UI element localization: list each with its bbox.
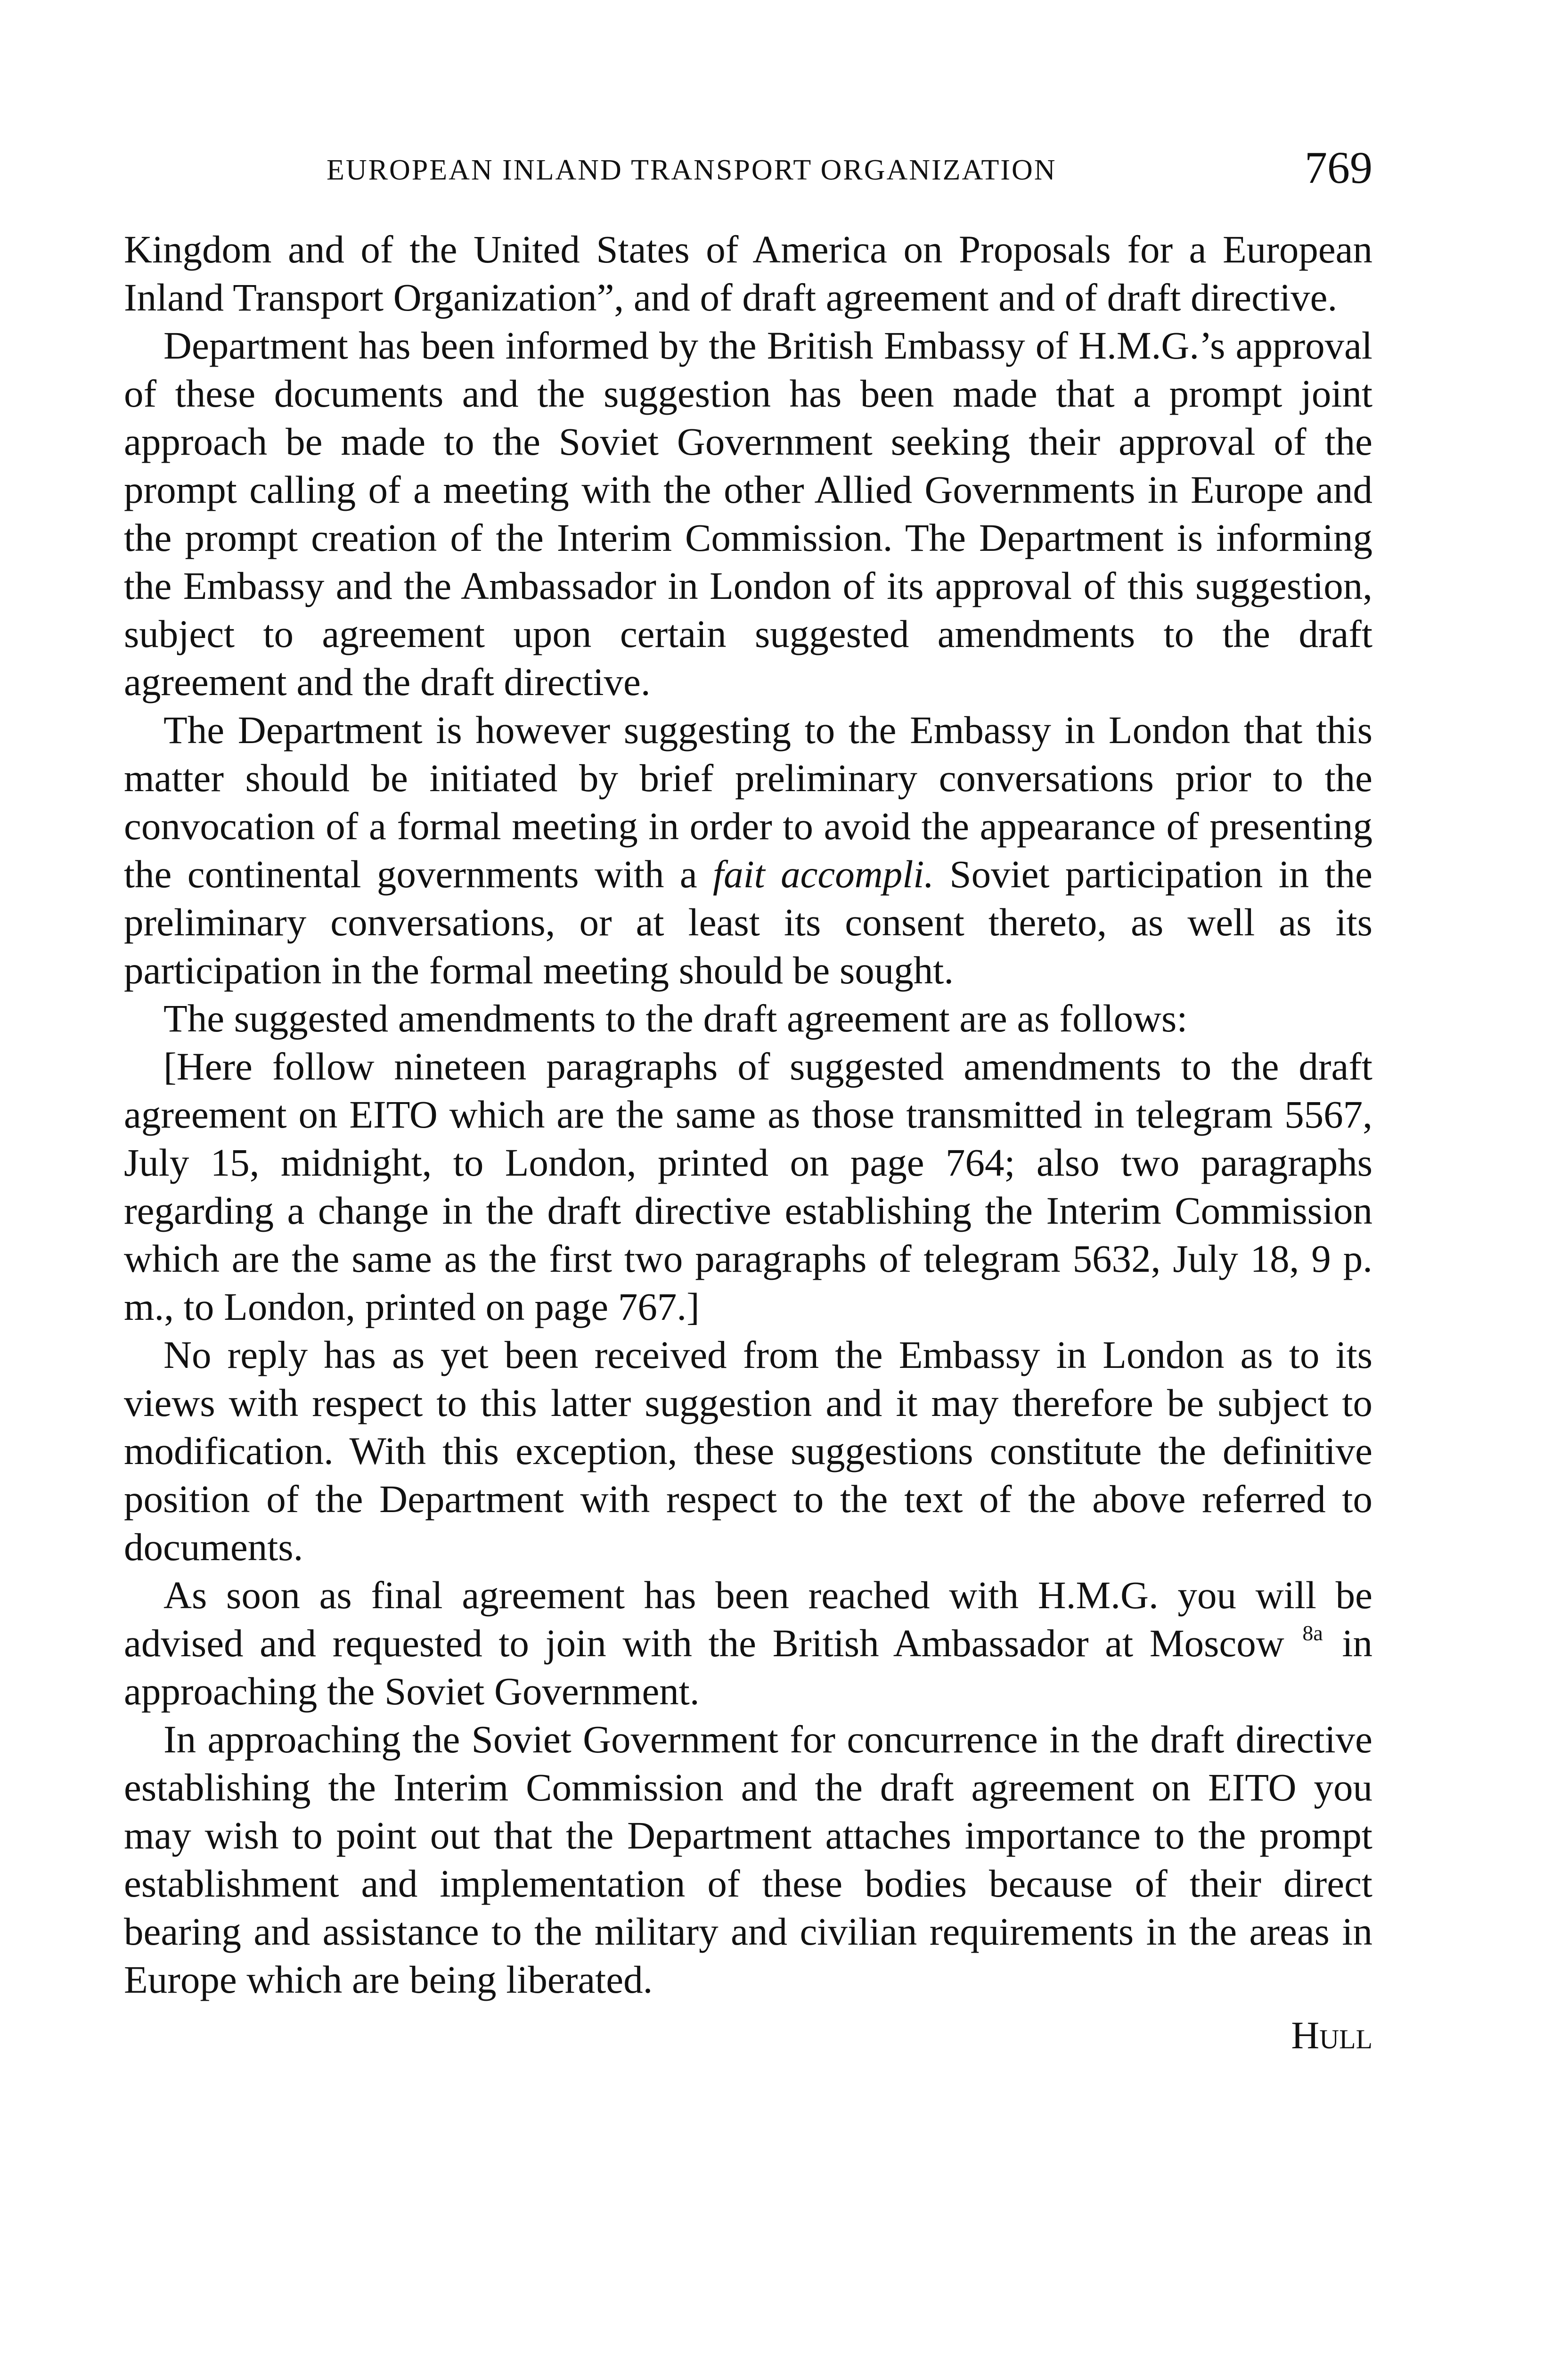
- paragraph: Department has been informed by the British Embassy of H.M.G.’s approval of these documents and the suggestion has been made that a prompt joint approach be made to the Soviet Government seeking their approval of the prompt calling of a meeting with the other Allied Governments in Europe and the prompt creation of the Interim Commission. The Department is informing the Embassy and the Ambassador in London of its approval of this suggestion, subject to agreement upon certain suggested amendments to the draft agreement and the draft directive.: [124, 324, 1372, 704]
- signature: Hull: [1291, 2013, 1372, 2057]
- footnote-reference: 8a: [1302, 1621, 1323, 1645]
- paragraph: [124, 1571, 1372, 1715]
- paragraph-continued: Kingdom and of the United States of America on Proposals for a European Inland Transport Organization”, and of draft agreement and of draft directive.: [124, 228, 1372, 319]
- paragraph: No reply has as yet been received from the Embassy in London as to its views with respect to this latter suggestion and it may therefore be subject to modification. With this exception, these suggestions constitute the definitive position of the Department with respect to the text of the above referred to documents.: [124, 1333, 1372, 1569]
- paragraph-text: Soviet participation in the preliminary conversations, or at least its consent thereto, as well as its participation in the formal meeting should be sought.: [124, 852, 1373, 992]
- document-page: [124, 0, 1372, 2356]
- page-header: [124, 141, 1372, 198]
- body-text: [124, 225, 1372, 2059]
- italic-phrase: fait accompli.: [713, 852, 934, 896]
- bracketed-editorial-note: [Here follow nineteen paragraphs of suggested amendments to the draft agreement on EITO which are the same as those transmitted in telegram 5567, July 15, midnight, to London, printed on page 764; also two paragraphs regarding a change in the draft directive establishing the Interim Commission which are the same as the first two paragraphs of telegram 5632, July 18, 9 p. m., to London, printed on page 767.]: [124, 1045, 1372, 1328]
- paragraph: In approaching the Soviet Government for concurrence in the draft directive establishing the Interim Commission and the draft agreement on EITO you may wish to point out that the Department attaches importance to the prompt establishment and implementation of these bodies because of their direct bearing and assistance to the military and civilian requirements in the areas in Europe which are being liberated.: [124, 1718, 1372, 2001]
- running-head: EUROPEAN INLAND TRANSPORT ORGANIZATION: [327, 154, 1057, 186]
- paragraph-text: As soon as final agreement has been reached with H.M.G. you will be advised and requested to join with the British Ambassador at Moscow: [124, 1573, 1372, 1665]
- paragraph: The suggested amendments to the draft agreement are as follows:: [163, 997, 1188, 1040]
- page-number: 769: [1305, 142, 1372, 193]
- paragraph-text: The Department is however suggesting to the Embassy in London that this matter should be initiated by brief preliminary conversations prior to the convocation of a formal meeting in order to avoid the appearance of presenting the continental governments with a: [124, 708, 1372, 896]
- paragraph-text: in approaching the Soviet Government.: [124, 1621, 1372, 1713]
- paragraph: [124, 706, 1372, 994]
